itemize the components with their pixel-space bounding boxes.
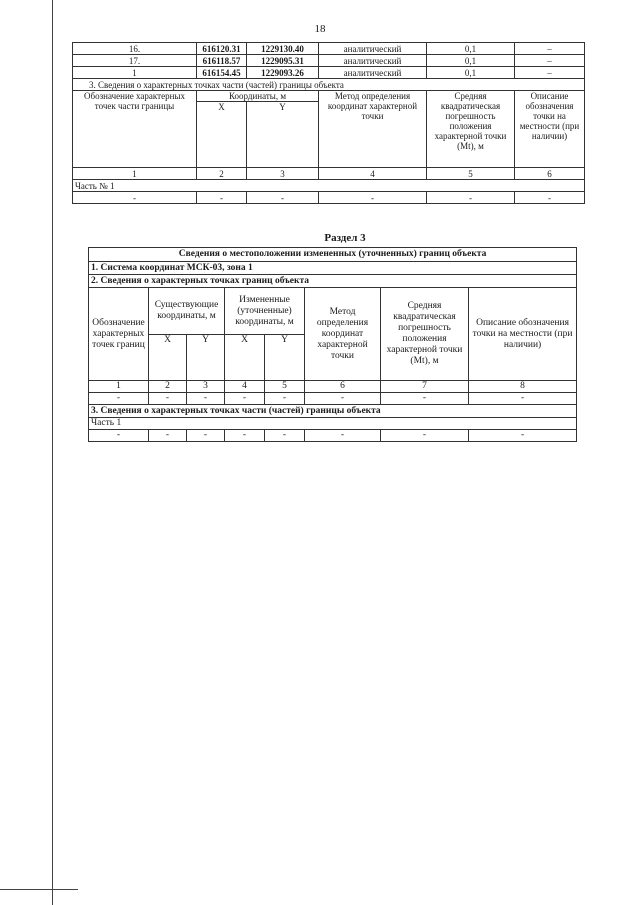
table-row bbox=[73, 67, 585, 79]
line1-row bbox=[89, 262, 577, 275]
line3-row bbox=[89, 405, 577, 418]
dash-cell: - bbox=[319, 192, 427, 204]
header-y: Y bbox=[247, 102, 319, 168]
section3-caption-row bbox=[73, 79, 585, 91]
mt-value: 0,1 bbox=[427, 43, 515, 55]
section3-caption: 3. Сведения о характерных точках части (частей) границы объекта bbox=[89, 405, 577, 418]
bottom-margin-line bbox=[0, 889, 78, 890]
point-number: 1 bbox=[73, 67, 197, 79]
header-method: Метод определения координат характерной точки bbox=[305, 288, 381, 381]
y-value: 1229130.40 bbox=[247, 43, 319, 55]
method-value: аналитический bbox=[319, 55, 427, 67]
mt-value: 0,1 bbox=[427, 67, 515, 79]
part-row bbox=[73, 180, 585, 192]
mt-value: 0,1 bbox=[427, 55, 515, 67]
index-cell: 6 bbox=[305, 381, 381, 393]
top-table bbox=[72, 42, 585, 204]
dash-cell: - bbox=[247, 192, 319, 204]
dash-cell: - bbox=[515, 192, 585, 204]
section2-caption: 2. Сведения о характерных точках границ объекта bbox=[89, 275, 577, 288]
dash-row bbox=[73, 192, 585, 204]
dash-cell: - bbox=[187, 430, 225, 442]
dash-cell: - bbox=[89, 430, 149, 442]
x-value: 616154.45 bbox=[197, 67, 247, 79]
dash-cell: - bbox=[89, 393, 149, 405]
page-number: 18 bbox=[314, 23, 326, 35]
index-cell: 8 bbox=[469, 381, 577, 393]
header-point: Обозначение характерных точек части границы bbox=[73, 91, 197, 168]
header-method: Метод определения координат характерной точки bbox=[319, 91, 427, 168]
header-changed: Измененные (уточненные) координаты, м bbox=[225, 288, 305, 335]
header-row bbox=[73, 91, 585, 102]
dash-cell: - bbox=[469, 430, 577, 442]
index-row bbox=[73, 168, 585, 180]
table-row bbox=[73, 43, 585, 55]
index-cell: 6 bbox=[515, 168, 585, 180]
header-x: X bbox=[149, 335, 187, 381]
index-cell: 5 bbox=[265, 381, 305, 393]
table-title: Сведения о местоположении измененных (уточненных) границ объекта bbox=[89, 248, 577, 262]
x-value: 616120.31 bbox=[197, 43, 247, 55]
header-row bbox=[89, 288, 577, 335]
header-coords: Координаты, м bbox=[197, 91, 319, 102]
index-cell: 5 bbox=[427, 168, 515, 180]
table-row bbox=[73, 55, 585, 67]
section-heading: Раздел 3 bbox=[324, 232, 366, 244]
index-cell: 3 bbox=[187, 381, 225, 393]
y-value: 1229095.31 bbox=[247, 55, 319, 67]
dash-cell: - bbox=[265, 430, 305, 442]
section3-caption: 3. Сведения о характерных точках части (частей) границы объекта bbox=[73, 79, 585, 91]
point-number: 16. bbox=[73, 43, 197, 55]
dash-row bbox=[89, 393, 577, 405]
dash-cell: - bbox=[149, 393, 187, 405]
index-cell: 1 bbox=[73, 168, 197, 180]
dash-cell: - bbox=[381, 430, 469, 442]
header-x: X bbox=[197, 102, 247, 168]
part-label: Часть 1 bbox=[89, 418, 577, 430]
desc-value: – bbox=[515, 67, 585, 79]
dash-cell: - bbox=[305, 430, 381, 442]
y-value: 1229093.26 bbox=[247, 67, 319, 79]
part-label: Часть № 1 bbox=[73, 180, 585, 192]
index-cell: 2 bbox=[149, 381, 187, 393]
dash-cell: - bbox=[265, 393, 305, 405]
dash-cell: - bbox=[187, 393, 225, 405]
header-y: Y bbox=[265, 335, 305, 381]
index-cell: 3 bbox=[247, 168, 319, 180]
desc-value: – bbox=[515, 55, 585, 67]
method-value: аналитический bbox=[319, 43, 427, 55]
header-x: X bbox=[225, 335, 265, 381]
dash-cell: - bbox=[73, 192, 197, 204]
header-desc: Описание обозначения точки на местности (при наличии) bbox=[515, 91, 585, 168]
point-number: 17. bbox=[73, 55, 197, 67]
dash-row bbox=[89, 430, 577, 442]
header-mt: Средняя квадратическая погрешность положения характерной точки (Mt), м bbox=[427, 91, 515, 168]
dash-cell: - bbox=[427, 192, 515, 204]
header-y: Y bbox=[187, 335, 225, 381]
index-row bbox=[89, 381, 577, 393]
dash-cell: - bbox=[225, 393, 265, 405]
header-desc: Описание обозначения точки на местности (при наличии) bbox=[469, 288, 577, 381]
dash-cell: - bbox=[469, 393, 577, 405]
bottom-table bbox=[88, 247, 577, 442]
index-cell: 4 bbox=[319, 168, 427, 180]
dash-cell: - bbox=[225, 430, 265, 442]
dash-cell: - bbox=[381, 393, 469, 405]
title-row bbox=[89, 248, 577, 262]
header-existing: Существующие координаты, м bbox=[149, 288, 225, 335]
index-cell: 1 bbox=[89, 381, 149, 393]
left-margin-line bbox=[52, 0, 53, 905]
index-cell: 2 bbox=[197, 168, 247, 180]
dash-cell: - bbox=[149, 430, 187, 442]
index-cell: 7 bbox=[381, 381, 469, 393]
header-point: Обозначение характерных точек границ bbox=[89, 288, 149, 381]
desc-value: – bbox=[515, 43, 585, 55]
line2-row bbox=[89, 275, 577, 288]
coordinate-system: 1. Система координат МСК-03, зона 1 bbox=[89, 262, 577, 275]
method-value: аналитический bbox=[319, 67, 427, 79]
dash-cell: - bbox=[197, 192, 247, 204]
header-mt: Средняя квадратическая погрешность положения характерной точки (Mt), м bbox=[381, 288, 469, 381]
index-cell: 4 bbox=[225, 381, 265, 393]
x-value: 616118.57 bbox=[197, 55, 247, 67]
part-row bbox=[89, 418, 577, 430]
dash-cell: - bbox=[305, 393, 381, 405]
